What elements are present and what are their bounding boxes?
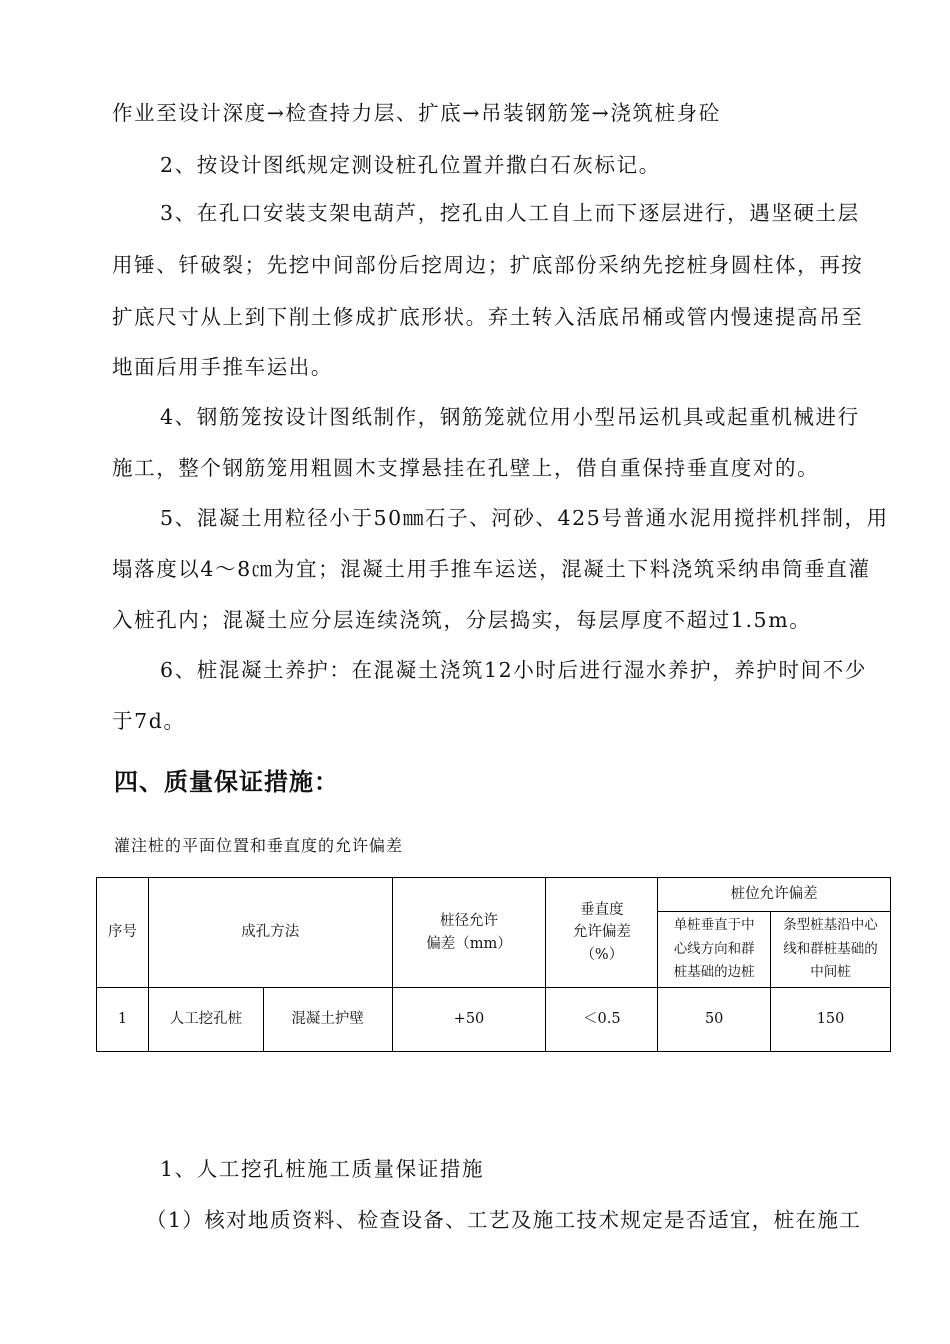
section-heading: 四、质量保证措施： (114, 768, 339, 796)
table-row (97, 988, 891, 1052)
cell-method-2: 混凝土护壁 (263, 988, 392, 1052)
table-caption: 灌注桩的平面位置和垂直度的允许偏差 (114, 836, 404, 855)
paragraph-text: 入桩孔内；混凝土应分层连续浇筑，分层捣实，每层厚度不超过1.5m。 (112, 608, 812, 632)
cell-method-1: 人工挖孔桩 (148, 988, 263, 1052)
paragraph-text: 地面后用手推车运出。 (112, 355, 333, 379)
cell-middle: 150 (771, 988, 891, 1052)
header-pos-middle: 条型桩基沿中心 线和群桩基础的 中间桩 (771, 912, 891, 988)
paragraph-text: 施工，整个钢筋笼用粗圆木支撑悬挂在孔壁上，借自重保持垂直度对的。 (112, 456, 820, 480)
paragraph-text: 6、桩混凝土养护：在混凝土浇筑12小时后进行湿水养护，养护时间不少 (160, 658, 867, 682)
header-seq: 序号 (97, 878, 149, 988)
paragraph-text: 作业至设计深度→检查持力层、扩底→吊装钢筋笼→浇筑桩身砼 (112, 101, 721, 125)
subsection-title: 1、人工挖孔桩施工质量保证措施 (160, 1157, 485, 1181)
paragraph-text: 塌落度以4～8㎝为宜；混凝土用手推车运送，混凝土下料浇筑采纳串筒垂直灌 (112, 557, 871, 581)
paragraph-text: （1）核对地质资料、检查设备、工艺及施工技术规定是否适宜，桩在施工 (146, 1208, 862, 1232)
cell-edge: 50 (658, 988, 771, 1052)
header-diameter: 桩径允许 偏差（mm） (392, 878, 546, 988)
cell-vertical: ＜0.5 (546, 988, 658, 1052)
paragraph-text: 2、按设计图纸规定测设桩孔位置并撒白石灰标记。 (160, 153, 661, 177)
header-method: 成孔方法 (148, 878, 392, 988)
paragraph-text: 用锤、钎破裂；先挖中间部份后挖周边；扩底部份采纳先挖桩身圆柱体，再按 (112, 253, 864, 277)
header-pos-edge: 单桩垂直于中 心线方向和群 桩基础的边桩 (658, 912, 771, 988)
cell-diameter: +50 (392, 988, 546, 1052)
paragraph-text: 于7d。 (112, 709, 186, 733)
paragraph-text: 5、混凝土用粒径小于50㎜石子、河砂、425号普通水泥用搅拌机拌制，用 (160, 506, 889, 530)
paragraph-text: 4、钢筋笼按设计图纸制作，钢筋笼就位用小型吊运机具或起重机械进行 (160, 405, 860, 429)
cell-seq: 1 (97, 988, 149, 1052)
header-vertical: 垂直度 允许偏差 （%） (546, 878, 658, 988)
tolerance-table (96, 877, 891, 1052)
header-position: 桩位允许偏差 (658, 878, 891, 912)
paragraph-text: 扩底尺寸从上到下削土修成扩底形状。弃土转入活底吊桶或管内慢速提高吊至 (112, 305, 864, 329)
paragraph-text: 3、在孔口安装支架电葫芦，挖孔由人工自上而下逐层进行，遇坚硬土层 (160, 201, 860, 225)
